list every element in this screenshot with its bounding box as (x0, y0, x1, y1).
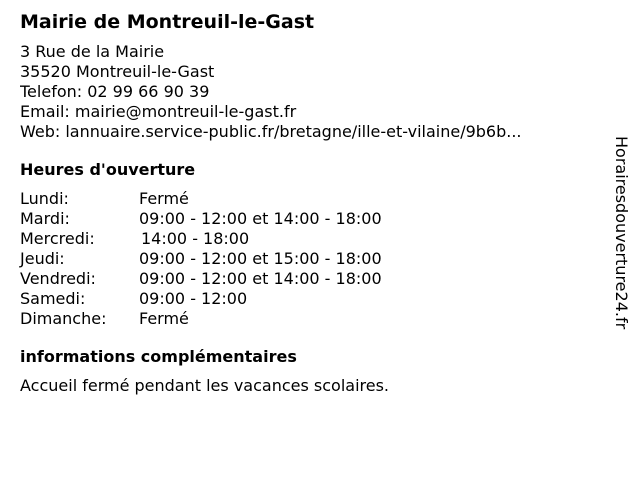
additional-info-text: Accueil fermé pendant les vacances scolaires. (20, 376, 390, 395)
office-card (20, 9, 600, 396)
time-value: Fermé (139, 189, 189, 208)
hours-row-lundi (20, 189, 600, 209)
day-label: Mercredi: (20, 229, 95, 248)
opening-hours-table (20, 189, 600, 329)
time-value: 09:00 - 12:00 (139, 289, 248, 308)
address-block (20, 42, 600, 142)
street-address: 3 Rue de la Mairie (20, 42, 165, 61)
hours-row-mardi (20, 209, 600, 229)
day-label: Lundi: (20, 189, 69, 208)
time-value: 09:00 - 12:00 et 15:00 - 18:00 (139, 249, 382, 268)
day-label: Vendredi: (20, 269, 96, 288)
time-value: Fermé (139, 309, 189, 328)
hours-row-dimanche (20, 309, 600, 329)
office-title: Mairie de Montreuil-le-Gast (20, 11, 315, 33)
day-label: Dimanche: (20, 309, 107, 328)
hours-row-samedi (20, 289, 600, 309)
city-address: 35520 Montreuil-le-Gast (20, 62, 215, 81)
time-value: 09:00 - 12:00 et 14:00 - 18:00 (139, 209, 382, 228)
time-value: 14:00 - 18:00 (141, 229, 250, 248)
email-line[interactable]: Email: mairie@montreuil-le-gast.fr (20, 102, 297, 121)
phone-line[interactable]: Telefon: 02 99 66 90 39 (20, 82, 210, 101)
opening-hours-heading: Heures d'ouverture (20, 160, 196, 179)
day-label: Mardi: (20, 209, 70, 228)
hours-row-vendredi (20, 269, 600, 289)
hours-row-mercredi (20, 229, 600, 249)
additional-info-heading: informations complémentaires (20, 347, 297, 366)
web-line[interactable]: Web: lannuaire.service-public.fr/bretagne/ille-et-vilaine/9b6b... (20, 122, 522, 141)
day-label: Jeudi: (20, 249, 65, 268)
time-value: 09:00 - 12:00 et 14:00 - 18:00 (139, 269, 382, 288)
brand-watermark: Horairesdouverture24.fr (612, 136, 631, 330)
day-label: Samedi: (20, 289, 86, 308)
hours-row-jeudi (20, 249, 600, 269)
